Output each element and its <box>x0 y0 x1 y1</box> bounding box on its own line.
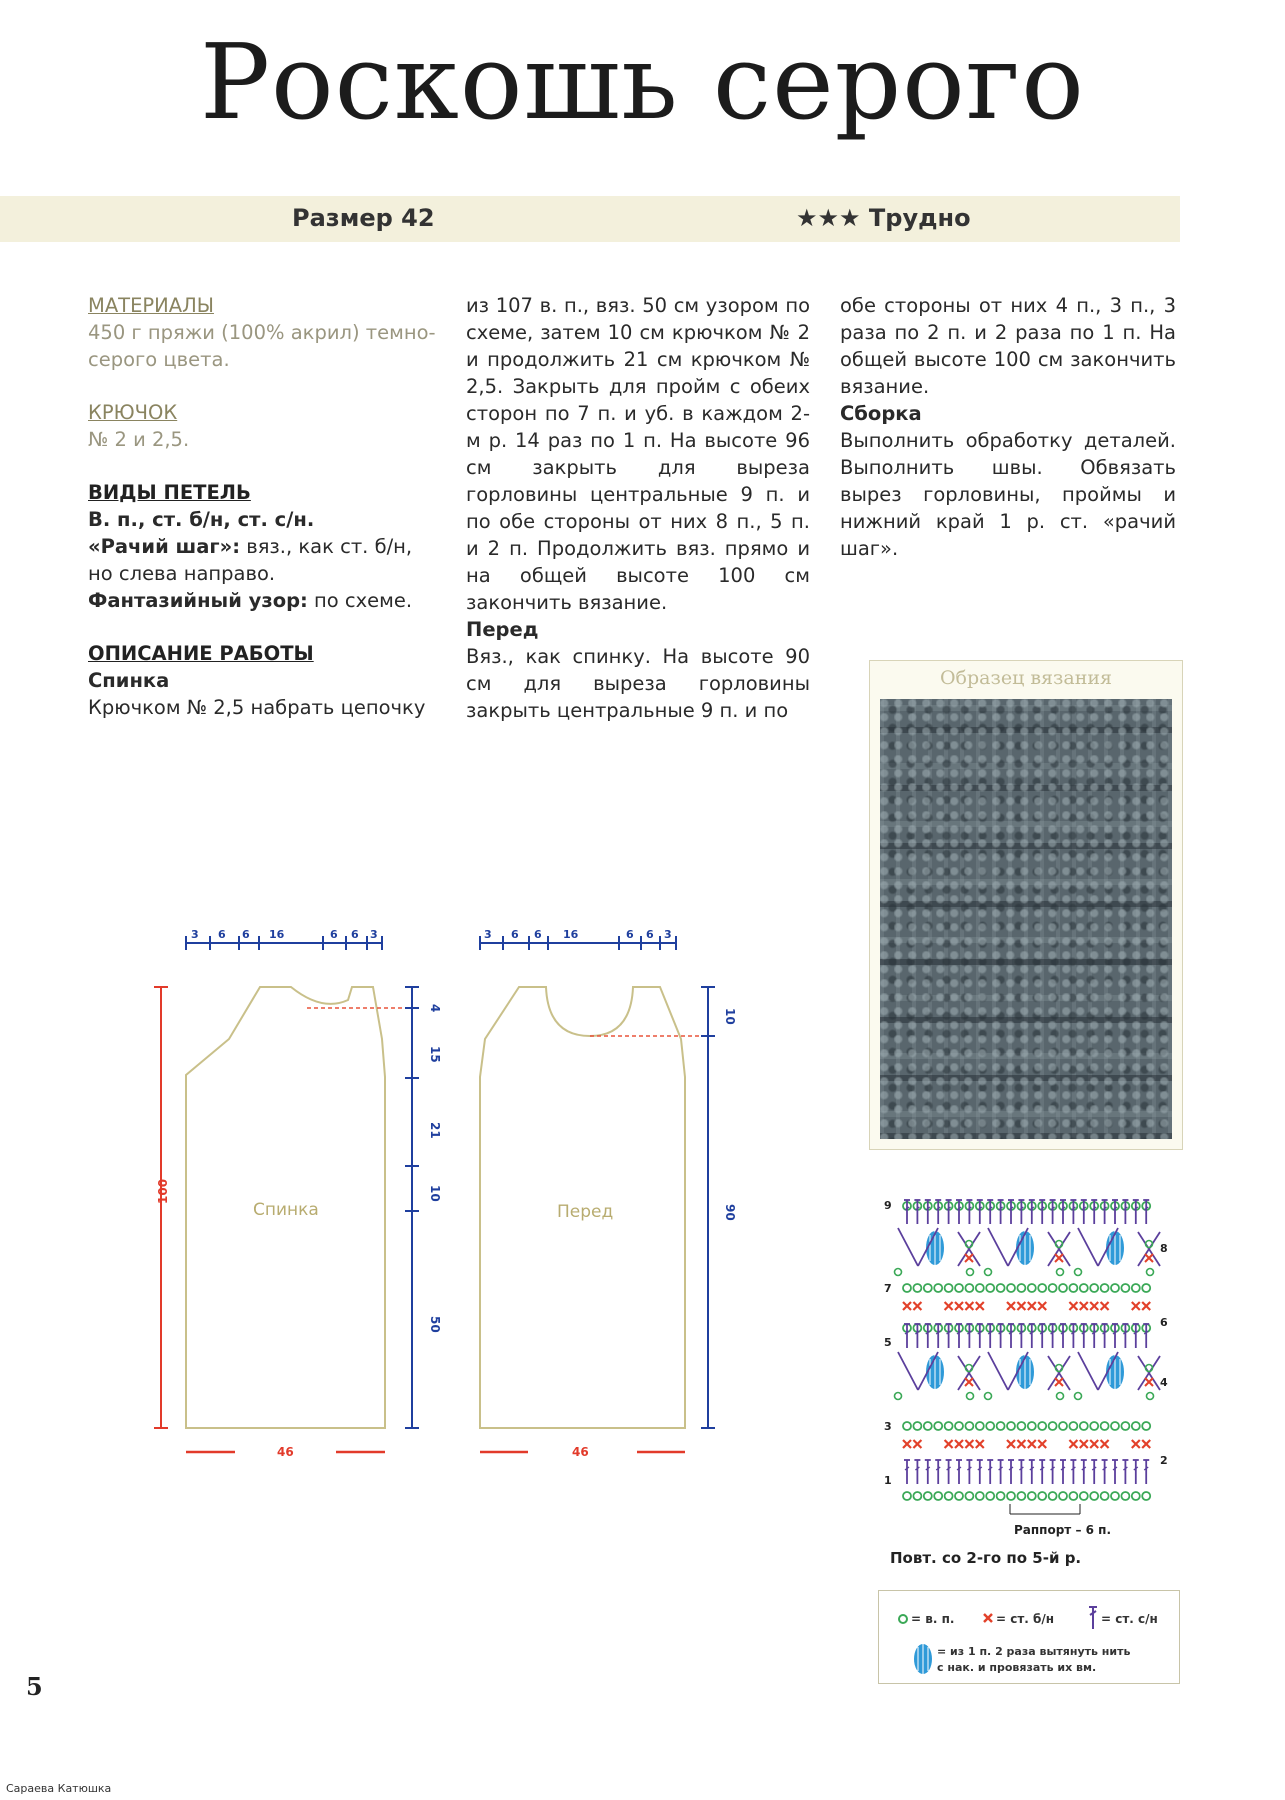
chain-stitch-icon <box>903 1422 911 1430</box>
chain-stitch-icon <box>1111 1284 1119 1292</box>
back-heading: Спинка <box>88 669 170 692</box>
back-right-dim: 50 <box>428 1316 442 1333</box>
chain-stitch-icon <box>903 1492 911 1500</box>
back-right-dim: 21 <box>428 1122 442 1139</box>
chain-stitch-icon <box>955 1422 963 1430</box>
back-text: Крючком № 2,5 набрать цепочку <box>88 696 426 719</box>
front-instructions-cont: обе стороны от них 4 п., 3 п., 3 раза по 2 п. и 2 раза по 1 п. На общей высоте 100 см закончить вязание. <box>840 294 1176 398</box>
work-heading: ОПИСАНИЕ РАБОТЫ <box>88 642 314 665</box>
back-top-dim: 3 <box>370 928 378 941</box>
chain-stitch-icon <box>913 1284 921 1292</box>
row-number: 7 <box>884 1282 892 1295</box>
chain-stitch-icon <box>1101 1284 1109 1292</box>
difficulty-label: ★★★ Трудно <box>796 204 971 232</box>
legend-symbols <box>879 1591 1179 1683</box>
chain-stitch-icon <box>924 1492 932 1500</box>
chain-stitch-icon <box>1007 1422 1015 1430</box>
legend-cluster-line1: = из 1 п. 2 раза вытянуть нить <box>937 1645 1131 1658</box>
chain-stitch-icon <box>955 1492 963 1500</box>
chain-stitch-icon <box>1049 1284 1057 1292</box>
chain-stitch-icon <box>1059 1422 1067 1430</box>
chain-stitch-icon <box>1028 1284 1036 1292</box>
chain-stitch-icon <box>1007 1492 1015 1500</box>
chain-stitch-icon <box>1101 1422 1109 1430</box>
row-number: 2 <box>1160 1454 1168 1467</box>
chain-stitch-icon <box>945 1422 953 1430</box>
watermark: Сараева Катюшка <box>6 1782 112 1795</box>
chain-icon <box>899 1615 907 1623</box>
chain-stitch-icon <box>945 1284 953 1292</box>
front-right-dim: 10 <box>723 1008 737 1025</box>
legend-sc: = ст. б/н <box>996 1612 1055 1626</box>
dc-stitch-icon <box>988 1228 1008 1266</box>
chain-stitch-icon <box>1017 1422 1025 1430</box>
back-top-dim: 6 <box>330 928 338 941</box>
stitches-heading: ВИДЫ ПЕТЕЛЬ <box>88 481 251 504</box>
chain-stitch-icon <box>1028 1422 1036 1430</box>
chain-stitch-icon <box>1121 1492 1129 1500</box>
back-top-dim: 6 <box>242 928 250 941</box>
chain-stitch-icon <box>997 1422 1005 1430</box>
chain-stitch-icon <box>1057 1393 1064 1400</box>
front-top-dim: 6 <box>534 928 542 941</box>
hook-heading: КРЮЧОК <box>88 401 178 424</box>
chain-stitch-icon <box>1049 1492 1057 1500</box>
chain-stitch-icon <box>1069 1422 1077 1430</box>
dc-stitch-icon <box>898 1352 918 1390</box>
front-right-dim: 90 <box>723 1204 737 1221</box>
chain-stitch-icon <box>1132 1422 1140 1430</box>
front-top-dim: 3 <box>664 928 672 941</box>
chain-stitch-icon <box>1111 1422 1119 1430</box>
chain-stitch-icon <box>924 1284 932 1292</box>
repeat-label: Раппорт – 6 п. <box>1014 1523 1111 1537</box>
chain-stitch-icon <box>1142 1492 1150 1500</box>
back-top-dim: 6 <box>351 928 359 941</box>
chain-stitch-icon <box>1069 1284 1077 1292</box>
back-right-dim: 15 <box>428 1046 442 1063</box>
back-top-dim: 3 <box>191 928 199 941</box>
back-left-dim: 100 <box>156 1178 170 1204</box>
back-top-dim: 16 <box>269 928 285 941</box>
chain-stitch-icon <box>986 1422 994 1430</box>
chain-stitch-icon <box>1069 1492 1077 1500</box>
chain-stitch-icon <box>1101 1492 1109 1500</box>
dc-stitch-icon <box>1078 1228 1098 1266</box>
chain-stitch-icon <box>986 1284 994 1292</box>
page-title: Роскошь серого <box>200 21 1085 143</box>
fancy-pattern-text: Фантазийный узор: по схеме. <box>88 589 413 612</box>
chain-stitch-icon <box>913 1492 921 1500</box>
chain-stitch-icon <box>955 1284 963 1292</box>
row-number: 9 <box>884 1199 892 1212</box>
chain-stitch-icon <box>965 1492 973 1500</box>
legend-cluster-line2: с нак. и провязать их вм. <box>937 1661 1097 1674</box>
chain-stitch-icon <box>1028 1492 1036 1500</box>
chain-stitch-icon <box>1007 1284 1015 1292</box>
chain-stitch-icon <box>1059 1284 1067 1292</box>
chain-stitch-icon <box>1038 1492 1046 1500</box>
chain-stitch-icon <box>1075 1393 1082 1400</box>
stitches-list: В. п., ст. б/н, ст. с/н. <box>88 508 315 531</box>
chain-stitch-icon <box>913 1422 921 1430</box>
chain-stitch-icon <box>997 1284 1005 1292</box>
front-top-dim: 6 <box>646 928 654 941</box>
row-number: 6 <box>1160 1316 1168 1329</box>
chain-stitch-icon <box>997 1492 1005 1500</box>
front-heading: Перед <box>466 618 539 641</box>
chain-stitch-icon <box>967 1393 974 1400</box>
back-top-dim: 6 <box>218 928 226 941</box>
page-number: 5 <box>26 1672 43 1701</box>
front-label: Перед <box>557 1202 614 1222</box>
front-top-dim: 6 <box>511 928 519 941</box>
repeat-note: Повт. со 2-го по 5-й р. <box>890 1549 1082 1567</box>
chain-stitch-icon <box>1075 1269 1082 1276</box>
chain-stitch-icon <box>945 1492 953 1500</box>
dc-icon <box>1089 1607 1097 1629</box>
sample-caption: Образец вязания <box>939 667 1113 689</box>
dc-stitch-icon <box>898 1228 918 1266</box>
back-schematic <box>154 928 442 1459</box>
back-label: Спинка <box>253 1200 319 1220</box>
chain-stitch-icon <box>1049 1422 1057 1430</box>
chain-stitch-icon <box>1121 1422 1129 1430</box>
chain-stitch-icon <box>934 1422 942 1430</box>
chain-stitch-icon <box>1132 1492 1140 1500</box>
chain-stitch-icon <box>1142 1422 1150 1430</box>
chain-stitch-icon <box>895 1269 902 1276</box>
chain-stitch-icon <box>1057 1269 1064 1276</box>
chain-stitch-icon <box>976 1492 984 1500</box>
chain-stitch-icon <box>1038 1284 1046 1292</box>
chain-stitch-icon <box>1111 1492 1119 1500</box>
assembly-heading: Сборка <box>840 402 922 425</box>
chain-stitch-icon <box>1147 1393 1154 1400</box>
chain-stitch-icon <box>1121 1284 1129 1292</box>
materials-text: 450 г пряжи (100% акрил) темно-серого цвета. <box>88 321 436 371</box>
cluster-icon <box>914 1644 932 1674</box>
dc-stitch-icon <box>988 1352 1008 1390</box>
chain-stitch-icon <box>1038 1422 1046 1430</box>
row-number: 3 <box>884 1420 892 1433</box>
chain-stitch-icon <box>1080 1422 1088 1430</box>
chain-stitch-icon <box>1017 1492 1025 1500</box>
row-number: 5 <box>884 1336 892 1349</box>
chain-stitch-icon <box>1142 1284 1150 1292</box>
row-number: 8 <box>1160 1242 1168 1255</box>
chain-stitch-icon <box>976 1284 984 1292</box>
chain-stitch-icon <box>965 1422 973 1430</box>
chain-stitch-icon <box>1090 1492 1098 1500</box>
row-number: 4 <box>1160 1376 1168 1389</box>
chain-stitch-icon <box>976 1422 984 1430</box>
materials-heading: МАТЕРИАЛЫ <box>88 294 214 317</box>
chain-stitch-icon <box>903 1284 911 1292</box>
legend-chain: = в. п. <box>911 1612 955 1626</box>
chart-legend <box>878 1590 1180 1684</box>
chain-stitch-icon <box>965 1284 973 1292</box>
front-bottom-dim: 46 <box>572 1445 589 1459</box>
front-top-dim: 3 <box>484 928 492 941</box>
chain-stitch-icon <box>924 1422 932 1430</box>
chain-stitch-icon <box>986 1492 994 1500</box>
back-instructions: из 107 в. п., вяз. 50 см узором по схеме, затем 10 см крючком № 2 и продолжить 21 см крючком № 2,5. Закрыть для пройм с обеих сторон по 7 п. и уб. в каждом 2-м р. 14 раз по 1 п. На высоте 96 см закрыть для выреза горловины центральные 9 п. и по обе стороны от них 8 п., 5 п. и 2 п. Продолжить вяз. прямо и на общей высоте 100 см закончить вязание. <box>466 294 810 614</box>
size-label: Размер 42 <box>292 204 435 232</box>
chain-stitch-icon <box>1147 1269 1154 1276</box>
chain-stitch-icon <box>1017 1284 1025 1292</box>
hook-text: № 2 и 2,5. <box>88 428 190 451</box>
row-number: 1 <box>884 1474 892 1487</box>
legend-dc: = ст. с/н <box>1101 1612 1158 1626</box>
chain-stitch-icon <box>1080 1492 1088 1500</box>
chain-stitch-icon <box>1090 1284 1098 1292</box>
chain-stitch-icon <box>985 1393 992 1400</box>
chain-stitch-icon <box>895 1393 902 1400</box>
chain-stitch-icon <box>934 1492 942 1500</box>
crab-stitch-text: «Рачий шаг»: вяз., как ст. б/н, но слева направо. <box>88 535 413 585</box>
crochet-chart <box>880 1186 1180 1542</box>
chain-stitch-icon <box>967 1269 974 1276</box>
front-top-dim: 6 <box>626 928 634 941</box>
chain-stitch-icon <box>985 1269 992 1276</box>
chain-stitch-icon <box>1090 1422 1098 1430</box>
front-top-dim: 16 <box>563 928 579 941</box>
chain-stitch-icon <box>1059 1492 1067 1500</box>
dc-stitch-icon <box>1078 1352 1098 1390</box>
front-schematic <box>479 928 737 1459</box>
back-bottom-dim: 46 <box>277 1445 294 1459</box>
sc-icon <box>984 1614 992 1622</box>
back-right-dim: 10 <box>428 1185 442 1202</box>
assembly-instructions: Выполнить обработку деталей. Выполнить швы. Обвязать вырез горловины, проймы и нижний край 1 р. ст. «рачий шаг». <box>840 429 1176 560</box>
back-right-dim: 4 <box>428 1004 442 1013</box>
chain-stitch-icon <box>1132 1284 1140 1292</box>
chain-stitch-icon <box>1080 1284 1088 1292</box>
front-instructions: Вяз., как спинку. На высоте 90 см для выреза горловины закрыть центральные 9 п. и по <box>466 645 810 722</box>
chain-stitch-icon <box>934 1284 942 1292</box>
